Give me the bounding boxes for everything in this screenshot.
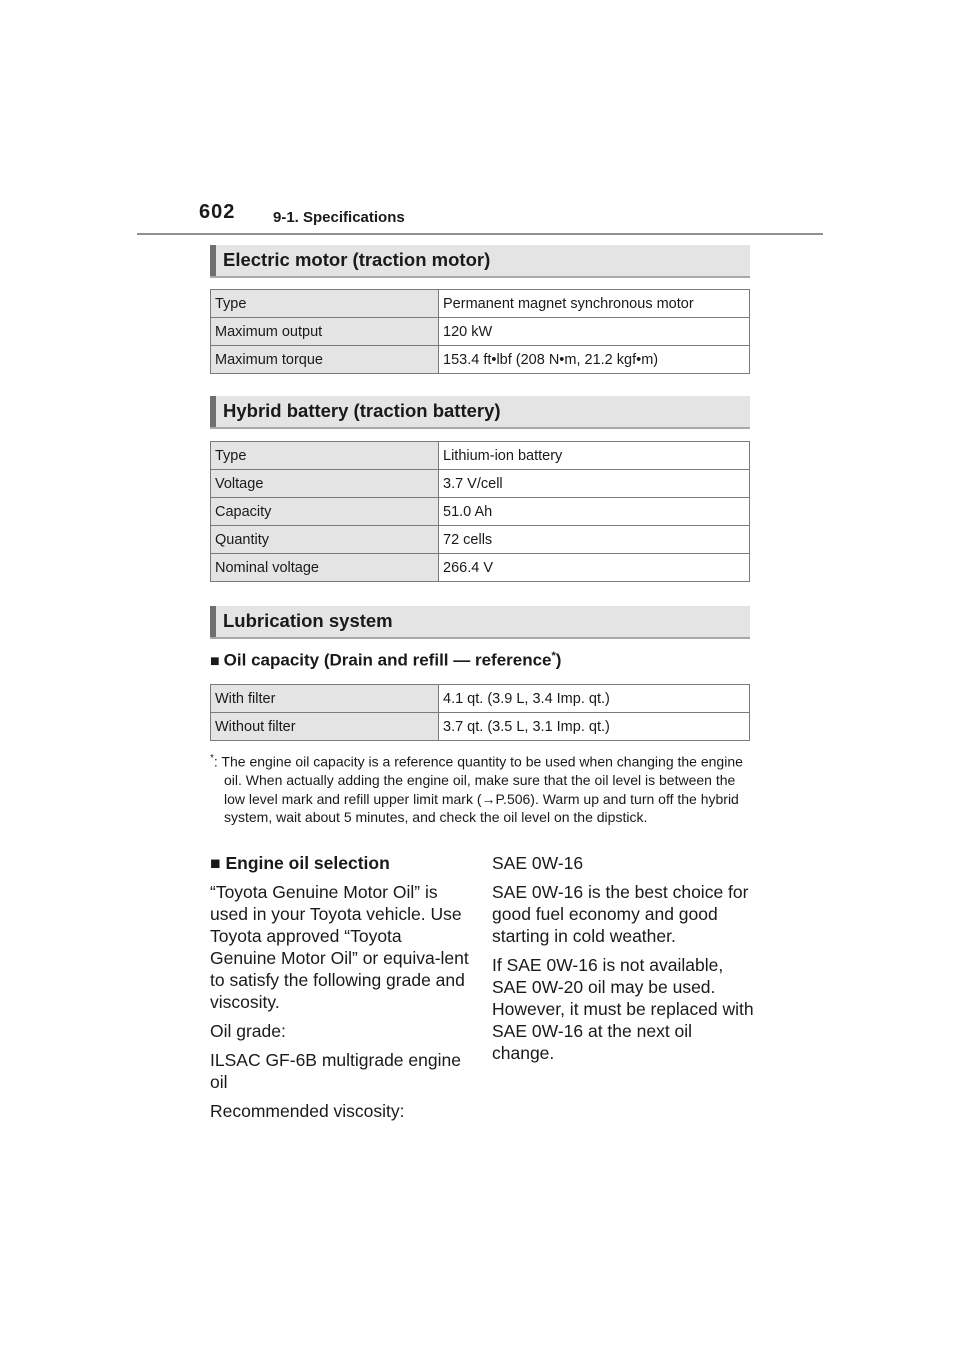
engine-oil-title: Engine oil selection (225, 853, 390, 873)
table-row (211, 526, 750, 554)
table-row (211, 470, 750, 498)
header-divider (137, 233, 823, 235)
oil-capacity-subheading (210, 650, 561, 671)
battery-nominal-voltage-label: Nominal voltage (211, 554, 439, 582)
battery-nominal-voltage-value: 266.4 V (439, 554, 750, 582)
motor-output-value: 120 kW (439, 318, 750, 346)
motor-type-label: Type (211, 290, 439, 318)
battery-quantity-label: Quantity (211, 526, 439, 554)
electric-motor-heading-text: Electric motor (traction motor) (223, 249, 491, 270)
table-row (211, 290, 750, 318)
square-bullet-icon: ■ (210, 652, 220, 670)
motor-torque-label: Maximum torque (211, 346, 439, 374)
motor-type-value: Permanent magnet synchronous motor (439, 290, 750, 318)
lubrication-heading (210, 606, 750, 639)
table-row (211, 713, 750, 741)
hybrid-battery-heading (210, 396, 750, 429)
lubrication-heading-text: Lubrication system (223, 610, 393, 631)
hybrid-battery-heading-text: Hybrid battery (traction battery) (223, 400, 501, 421)
paragraph: SAE 0W-16 is the best choice for good fuel economy and good starting in cold weather. (492, 882, 749, 946)
table-row (211, 498, 750, 526)
battery-capacity-value: 51.0 Ah (439, 498, 750, 526)
table-row (211, 554, 750, 582)
oil-capacity-footnote (210, 750, 755, 827)
page-number: 602 (199, 201, 236, 223)
engine-oil-left-column (210, 852, 472, 1129)
motor-output-label: Maximum output (211, 318, 439, 346)
battery-quantity-value: 72 cells (439, 526, 750, 554)
battery-type-label: Type (211, 442, 439, 470)
square-bullet-icon: ■ (210, 853, 221, 873)
with-filter-label: With filter (211, 685, 439, 713)
without-filter-value: 3.7 qt. (3.5 L, 3.1 Imp. qt.) (439, 713, 750, 741)
battery-voltage-label: Voltage (211, 470, 439, 498)
paragraph: If SAE 0W-16 is not available, SAE 0W-20 oil may be used. However, it must be replaced with SAE 0W-16 at the next oil change. (492, 955, 754, 1063)
engine-oil-right-column (492, 852, 754, 1071)
engine-oil-subheading (210, 852, 472, 874)
battery-voltage-value: 3.7 V/cell (439, 470, 750, 498)
table-row (211, 318, 750, 346)
oil-capacity-title: Oil capacity (Drain and refill — reference (223, 650, 552, 670)
footnote-star: * (210, 753, 214, 764)
oil-capacity-table (210, 684, 750, 741)
footnote-text: : The engine oil capacity is a reference quantity to be used when changing the engine oil. When actually adding the engine oil, make sure that the oil level is between the low level mark and refill upper limit mark (→P.506). Warm up and turn off the hybrid system, wait about 5 minutes, and check the oil level on the dipstick. (213, 753, 743, 826)
battery-capacity-label: Capacity (211, 498, 439, 526)
section-title: 9-1. Specifications (273, 209, 405, 226)
battery-type-value: Lithium-ion battery (439, 442, 750, 470)
electric-motor-table (210, 289, 750, 374)
hybrid-battery-table (210, 441, 750, 582)
table-row (211, 346, 750, 374)
table-row (211, 685, 750, 713)
electric-motor-heading (210, 245, 750, 278)
paragraph: “Toyota Genuine Motor Oil” is used in your Toyota vehicle. Use Toyota approved “Toyota Genuine Motor Oil” or equiva-lent to satisfy the following grade and viscosity. (210, 882, 469, 1012)
heading-accent-bar (210, 245, 216, 276)
paragraph: Oil grade: (210, 1021, 286, 1041)
table-row (211, 442, 750, 470)
paragraph: SAE 0W-16 (492, 853, 584, 873)
paragraph: Recommended viscosity: (210, 1101, 405, 1121)
with-filter-value: 4.1 qt. (3.9 L, 3.4 Imp. qt.) (439, 685, 750, 713)
heading-accent-bar (210, 396, 216, 427)
motor-torque-value: 153.4 ft•lbf (208 N•m, 21.2 kgf•m) (439, 346, 750, 374)
paragraph: ILSAC GF-6B multigrade engine oil (210, 1050, 461, 1092)
without-filter-label: Without filter (211, 713, 439, 741)
oil-capacity-close: ) (555, 650, 562, 670)
footnote-marker: * (551, 650, 556, 662)
heading-accent-bar (210, 606, 216, 637)
